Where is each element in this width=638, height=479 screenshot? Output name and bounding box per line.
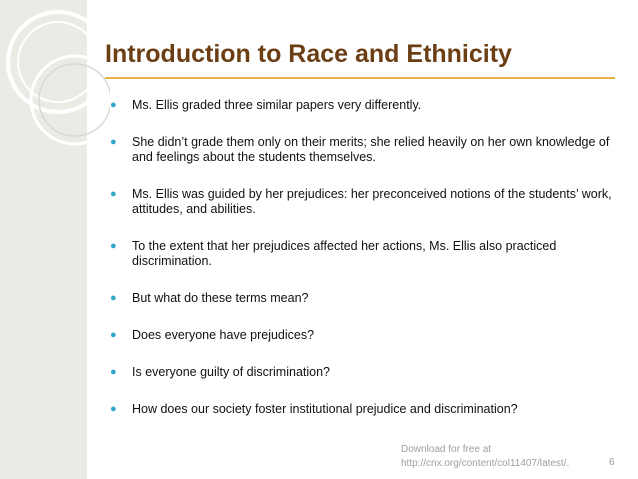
- bullet-dot-icon: ●: [110, 403, 117, 415]
- page-number: 6: [609, 457, 615, 468]
- bullet-item: [108, 365, 628, 380]
- bullet-item: [108, 98, 628, 113]
- slide-title: Introduction to Race and Ethnicity: [105, 40, 512, 68]
- footer-download-link[interactable]: [401, 443, 591, 471]
- deco-circle-lower-inner: [39, 64, 110, 136]
- deco-circle-large: [8, 12, 108, 112]
- title-underline: [105, 77, 615, 79]
- bullet-list: [108, 98, 628, 417]
- bullet-text: Is everyone guilty of discrimination?: [132, 365, 331, 379]
- deco-circle-inner: [18, 22, 98, 102]
- bullet-item: [108, 402, 628, 417]
- bullet-dot-icon: ●: [110, 188, 117, 200]
- bullet-item: [108, 239, 628, 269]
- bullet-dot-icon: ●: [110, 366, 117, 378]
- footer-line-2: http://cnx.org/content/col11407/latest/.: [401, 458, 570, 469]
- bullet-dot-icon: ●: [110, 292, 117, 304]
- bullet-text: Ms. Ellis was guided by her prejudices: her preconceived notions of the students’ work, attitudes, and abilities.: [132, 187, 612, 216]
- bullet-item: [108, 135, 628, 165]
- bullet-text: But what do these terms mean?: [132, 291, 309, 305]
- bullet-item: [108, 328, 628, 343]
- bullet-text: How does our society foster institutional prejudice and discrimination?: [132, 402, 518, 416]
- footer-line-1: Download for free at: [401, 444, 492, 455]
- bullet-text: Ms. Ellis graded three similar papers very differently.: [132, 98, 422, 112]
- bullet-text: Does everyone have prejudices?: [132, 328, 315, 342]
- bullet-dot-icon: ●: [110, 240, 117, 252]
- bullet-text: She didn’t grade them only on their merits; she relied heavily on her own knowledge of and feelings about the students themselves.: [132, 135, 610, 164]
- bullet-dot-icon: ●: [110, 329, 117, 341]
- bullet-item: [108, 187, 628, 217]
- bullet-dot-icon: ●: [110, 136, 117, 148]
- bullet-text: To the extent that her prejudices affected her actions, Ms. Ellis also practiced discrimination.: [132, 239, 557, 268]
- bullet-dot-icon: ●: [110, 99, 117, 111]
- decorative-circles: [0, 0, 110, 479]
- bullet-item: [108, 291, 628, 306]
